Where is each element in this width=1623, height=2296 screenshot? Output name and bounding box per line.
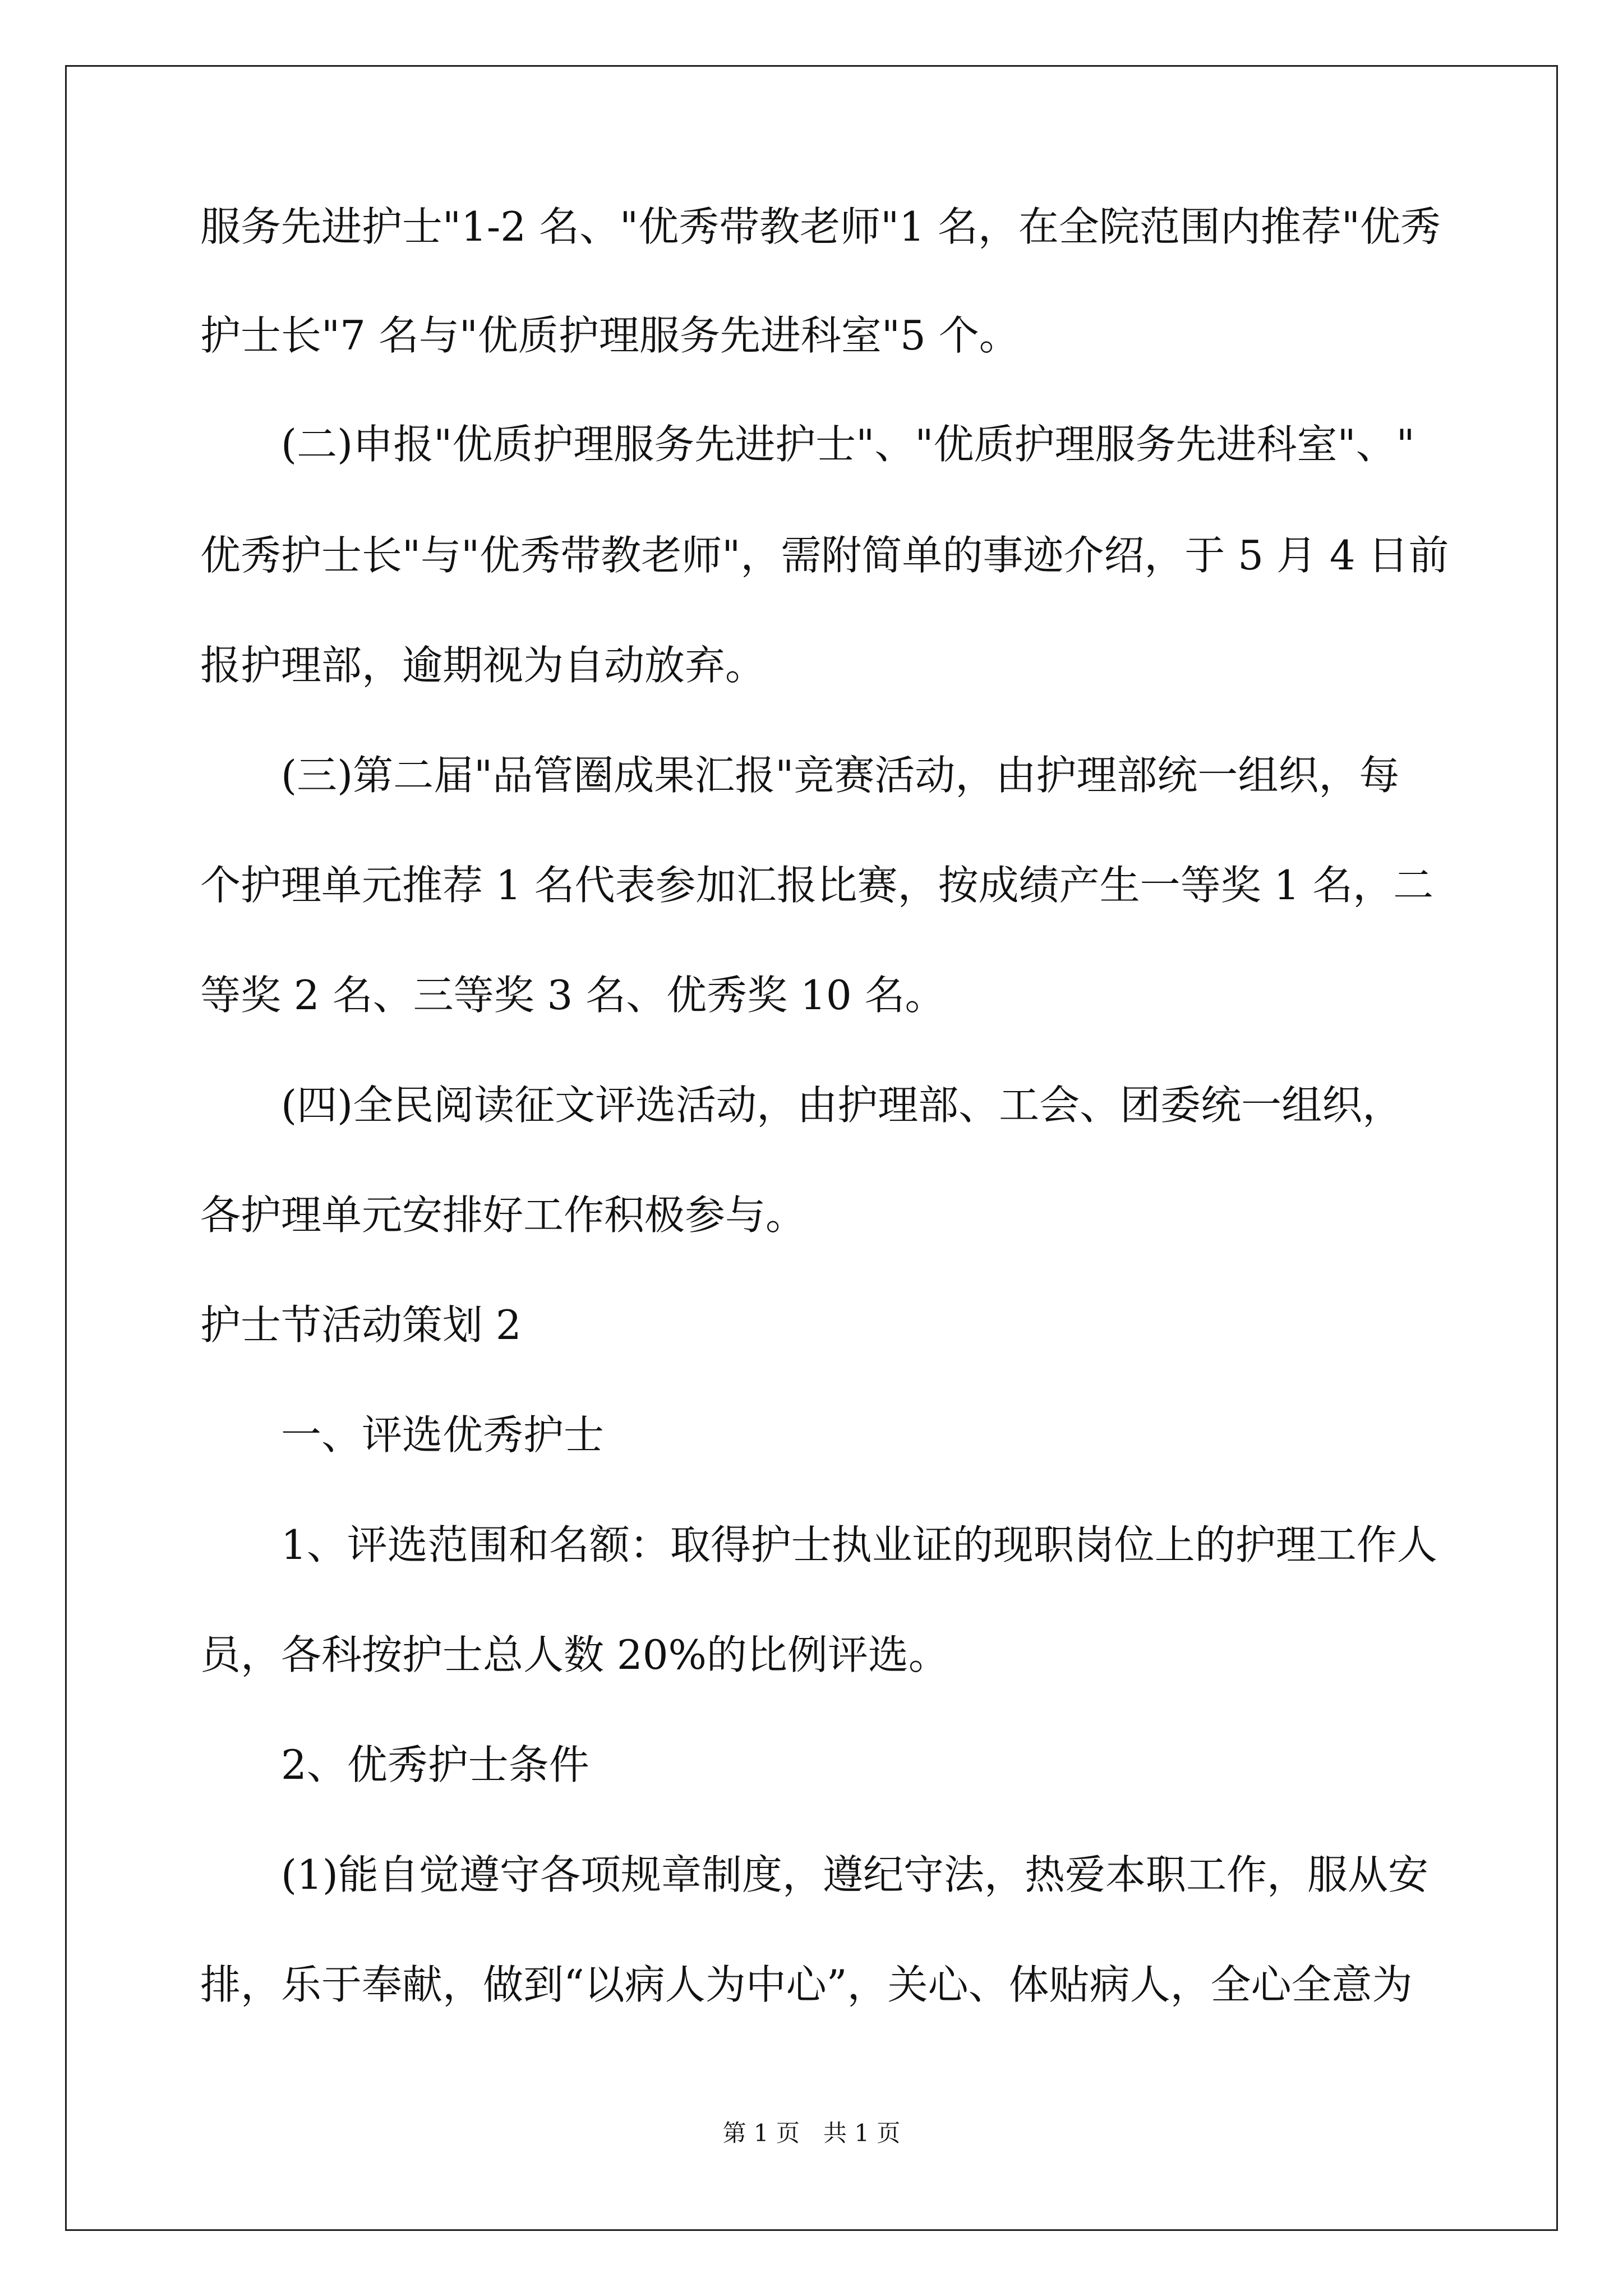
- page-number: 第 1 页 共 1 页: [722, 2119, 901, 2147]
- text-line: 各护理单元安排好工作积极参与。: [200, 1191, 806, 1239]
- text-line: 员，各科按护士总人数 20%的比例评选。: [200, 1631, 949, 1678]
- text-line: 个护理单元推荐 1 名代表参加汇报比赛，按成绩产生一等奖 1 名，二: [200, 862, 1434, 909]
- page-border: [65, 65, 1558, 2231]
- text-line: (四)全民阅读征文评选活动，由护理部、工会、团委统一组织，: [200, 1082, 1403, 1129]
- text-line: 报护理部，逾期视为自动放弃。: [200, 642, 766, 689]
- text-line: 护士长"7 名与"优质护理服务先进科室"5 个。: [200, 312, 1020, 359]
- text-line: (1)能自觉遵守各项规章制度，遵纪守法，热爱本职工作，服从安: [200, 1851, 1428, 1898]
- text-line: 2、优秀护士条件: [200, 1741, 589, 1788]
- text-line: 服务先进护士"1-2 名、"优秀带教老师"1 名，在全院范围内推荐"优秀: [200, 203, 1441, 250]
- text-line: (二)申报"优质护理服务先进护士"、"优质护理服务先进科室"、": [200, 421, 1415, 468]
- section-heading: 护士节活动策划 2: [200, 1301, 522, 1349]
- text-line: 1、评选范围和名额：取得护士执业证的现职岗位上的护理工作人: [200, 1521, 1437, 1568]
- text-line: (三)第二届"品管圈成果汇报"竞赛活动，由护理部统一组织，每: [200, 752, 1400, 799]
- text-line: 等奖 2 名、三等奖 3 名、优秀奖 10 名。: [200, 972, 946, 1019]
- text-line: 一、评选优秀护士: [200, 1411, 605, 1458]
- text-line: 排，乐于奉献，做到“以病人为中心”，关心、体贴病人，全心全意为: [200, 1961, 1413, 2008]
- text-line: 优秀护士长"与"优秀带教老师"，需附简单的事迹介绍，于 5 月 4 日前: [200, 532, 1449, 579]
